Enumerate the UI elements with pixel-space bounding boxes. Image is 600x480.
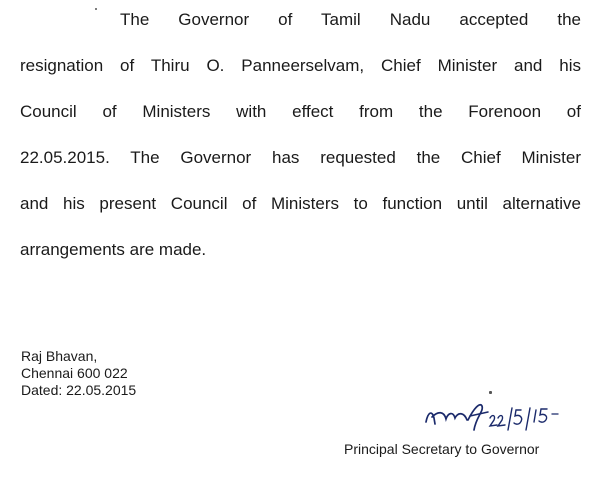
body-line-1: The Governor of Tamil Nadu accepted the xyxy=(120,10,581,29)
address-block xyxy=(21,348,136,399)
address-line-city: Chennai 600 022 xyxy=(21,365,128,381)
scan-speck xyxy=(95,8,97,10)
address-line-place: Raj Bhavan, xyxy=(21,348,98,364)
body-line-2: resignation of Thiru O. Panneerselvam, Chief Minister and his xyxy=(20,56,581,75)
body-line-4: 22.05.2015. The Governor has requested the Chief Minister xyxy=(20,148,581,167)
body-line-5: and his present Council of Ministers to function until alternative xyxy=(20,194,581,213)
body-line-6: arrangements are made. xyxy=(20,240,207,259)
signatory-title: Principal Secretary to Governor xyxy=(344,441,540,457)
handwritten-signature xyxy=(420,390,570,440)
body-line-3: Council of Ministers with effect from the Forenoon of xyxy=(20,102,581,121)
address-line-date: Dated: 22.05.2015 xyxy=(21,382,137,398)
